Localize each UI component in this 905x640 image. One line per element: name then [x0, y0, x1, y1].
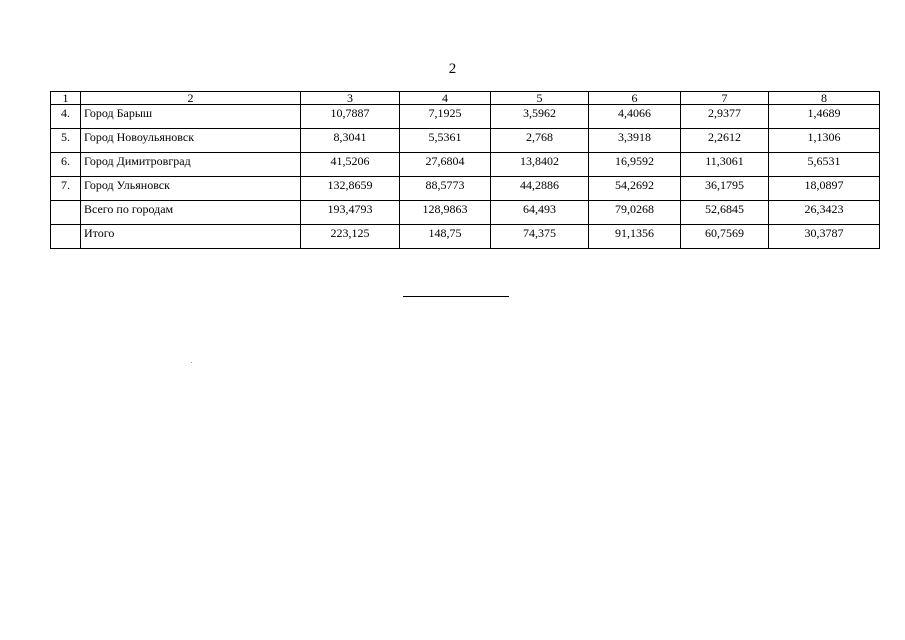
name-cell: Город Димитровград: [81, 153, 301, 177]
value-cell: 2,768: [491, 129, 589, 153]
header-cell: 2: [81, 92, 301, 105]
value-cell: 88,5773: [400, 177, 491, 201]
value-cell: 44,2886: [491, 177, 589, 201]
header-cell: 6: [589, 92, 681, 105]
name-cell: Город Новоульяновск: [81, 129, 301, 153]
header-cell: 8: [769, 92, 880, 105]
name-cell: Итого: [81, 225, 301, 249]
value-cell: 27,6804: [400, 153, 491, 177]
value-cell: 30,3787: [769, 225, 880, 249]
header-cell: 1: [51, 92, 81, 105]
value-cell: 26,3423: [769, 201, 880, 225]
value-cell: 60,7569: [681, 225, 769, 249]
value-cell: 128,9863: [400, 201, 491, 225]
value-cell: 10,7887: [301, 105, 400, 129]
value-cell: 79,0268: [589, 201, 681, 225]
value-cell: 3,5962: [491, 105, 589, 129]
row-number-cell: [51, 225, 81, 249]
value-cell: 4,4066: [589, 105, 681, 129]
name-cell: Город Барыш: [81, 105, 301, 129]
page-number: 2: [448, 61, 457, 77]
header-row: [51, 92, 880, 105]
value-cell: 41,5206: [301, 153, 400, 177]
value-cell: 5,5361: [400, 129, 491, 153]
data-table: [50, 91, 880, 249]
value-cell: 8,3041: [301, 129, 400, 153]
value-cell: 132,8659: [301, 177, 400, 201]
row-number-cell: 7.: [51, 177, 81, 201]
value-cell: 2,2612: [681, 129, 769, 153]
table-row: [51, 129, 880, 153]
table-row: [51, 105, 880, 129]
header-cell: 7: [681, 92, 769, 105]
value-cell: 91,1356: [589, 225, 681, 249]
header-cell: 3: [301, 92, 400, 105]
value-cell: 7,1925: [400, 105, 491, 129]
value-cell: 36,1795: [681, 177, 769, 201]
table-row: [51, 177, 880, 201]
value-cell: 193,4793: [301, 201, 400, 225]
row-number-cell: [51, 201, 81, 225]
value-cell: 1,1306: [769, 129, 880, 153]
row-number-cell: 6.: [51, 153, 81, 177]
value-cell: 52,6845: [681, 201, 769, 225]
header-cell: 5: [491, 92, 589, 105]
value-cell: 16,9592: [589, 153, 681, 177]
value-cell: 5,6531: [769, 153, 880, 177]
name-cell: Город Ульяновск: [81, 177, 301, 201]
value-cell: 64,493: [491, 201, 589, 225]
value-cell: 11,3061: [681, 153, 769, 177]
value-cell: 13,8402: [491, 153, 589, 177]
table-row: [51, 153, 880, 177]
footer-rule: [403, 296, 509, 297]
scan-speck: [191, 362, 192, 363]
value-cell: 54,2692: [589, 177, 681, 201]
row-number-cell: 4.: [51, 105, 81, 129]
row-number-cell: 5.: [51, 129, 81, 153]
value-cell: 74,375: [491, 225, 589, 249]
name-cell: Всего по городам: [81, 201, 301, 225]
value-cell: 3,3918: [589, 129, 681, 153]
value-cell: 1,4689: [769, 105, 880, 129]
table-row: [51, 201, 880, 225]
value-cell: 223,125: [301, 225, 400, 249]
value-cell: 2,9377: [681, 105, 769, 129]
value-cell: 18,0897: [769, 177, 880, 201]
value-cell: 148,75: [400, 225, 491, 249]
table-row: [51, 225, 880, 249]
header-cell: 4: [400, 92, 491, 105]
